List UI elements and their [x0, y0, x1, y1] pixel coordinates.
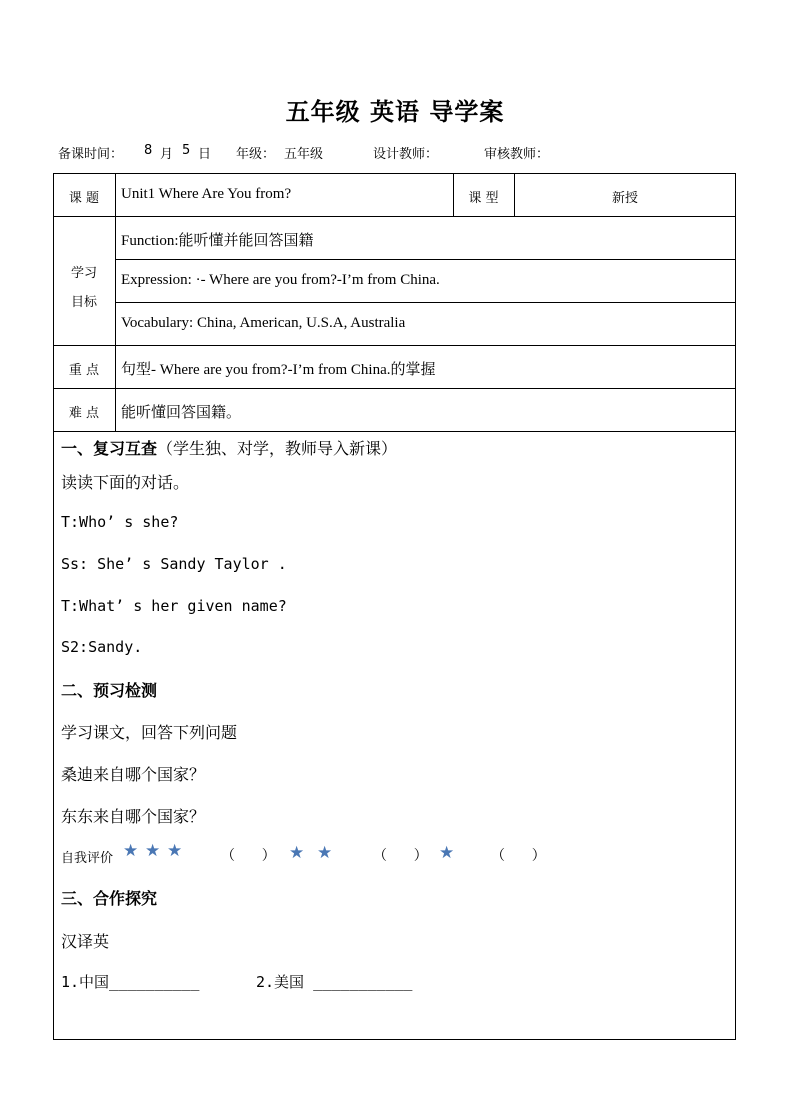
row-divider	[53, 388, 736, 389]
page-title: 五年级 英语 导学案	[285, 98, 505, 126]
type-value: 新授	[611, 191, 638, 206]
date-label: 备课时间：	[58, 147, 124, 162]
row-divider	[53, 216, 736, 217]
topic-label: 课 题	[68, 191, 100, 206]
star-icon: ★	[145, 841, 161, 861]
section-1-heading	[61, 436, 397, 459]
question-item: 东东来自哪个国家？	[61, 807, 206, 826]
dialogue-line: Ss: She’ s Sandy Taylor .	[61, 555, 287, 573]
key-point-label: 重 点	[68, 363, 100, 378]
difficulty-label: 难 点	[68, 406, 100, 421]
section-1-instruction: 读读下面的对话。	[61, 473, 190, 492]
month-unit: 月	[160, 147, 174, 162]
type-label: 课 型	[468, 191, 499, 206]
star-icon: ★	[439, 843, 455, 863]
dialogue-line: S2:Sandy.	[61, 638, 143, 656]
grade-value: 五年级	[284, 147, 324, 162]
row-divider	[115, 302, 736, 303]
row-divider	[53, 345, 736, 346]
self-evaluation-row	[61, 841, 581, 867]
rating-blank[interactable]: （ ）	[491, 848, 546, 864]
star-icon: ★	[167, 841, 183, 861]
vocabulary-line: Vocabulary: China, American, U.S.A, Australia	[121, 315, 406, 331]
rating-blank[interactable]: （ ）	[221, 848, 276, 864]
goals-label-line-1: 学习	[70, 266, 97, 281]
dialogue-line: T:Who’ s she?	[61, 513, 179, 531]
topic-value: Unit1 Where Are You from?	[121, 186, 292, 202]
star-icon: ★	[289, 843, 305, 863]
function-line: Function:能听懂并能回答国籍	[121, 233, 314, 249]
star-icon: ★	[317, 843, 333, 863]
section-1-note: （学生独、对学，教师导入新课）	[157, 439, 398, 458]
designer-label: 设计教师：	[373, 147, 439, 162]
day-unit: 日	[198, 147, 212, 162]
question-item: 桑迪来自哪个国家？	[61, 765, 206, 784]
section-3-heading: 三、合作探究	[61, 889, 158, 908]
key-point-value: 句型- Where are you from?-I’m from China.的掌握	[121, 362, 436, 378]
reviewer-label: 审核教师：	[484, 147, 550, 162]
dialogue-line: T:What’ s her given name?	[61, 597, 287, 615]
rating-blank[interactable]: （ ）	[373, 848, 428, 864]
difficulty-value: 能听懂回答国籍。	[121, 405, 242, 421]
row-divider	[53, 431, 736, 432]
section-3-instruction: 汉译英	[61, 932, 110, 951]
day-value: 5	[182, 143, 191, 158]
grade-label: 年级：	[236, 147, 276, 162]
goals-label-line-2: 目标	[70, 295, 97, 310]
translation-item-2[interactable]: 2.美国 ___________	[256, 973, 413, 991]
star-icon: ★	[123, 841, 139, 861]
expression-line: Expression: ·- Where are you from?-I’m from China.	[121, 272, 440, 288]
month-value: 8	[144, 143, 153, 158]
translation-item-1[interactable]: 1.中国__________	[61, 973, 200, 991]
column-divider	[115, 173, 116, 431]
section-2-instruction: 学习课文，回答下列问题	[61, 723, 238, 742]
row-divider	[115, 259, 736, 260]
section-2-heading: 二、预习检测	[61, 681, 158, 700]
section-1-title: 一、复习互查	[61, 439, 158, 458]
self-evaluation-label: 自我评价	[61, 851, 114, 866]
